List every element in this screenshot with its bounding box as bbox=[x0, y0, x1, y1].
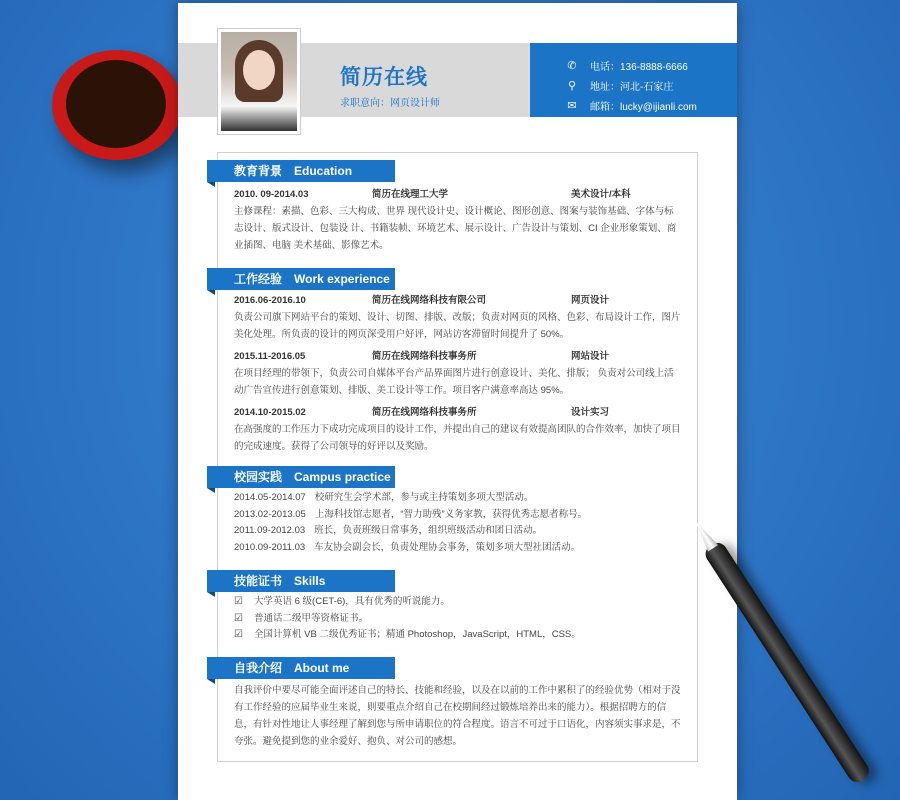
work-company: 简历在线网络科技事务所 bbox=[372, 351, 477, 362]
work-company: 简历在线网络科技事务所 bbox=[372, 407, 477, 418]
skill-text: 大学英语 6 级(CET-6)，具有优秀的听说能力。 bbox=[254, 596, 450, 607]
work-desc: 在高强度的工作压力下成功完成项目的设计工作，并提出自己的建议有效提高团队的合作效率，加快了项目的完成速度。获得了公司领导的好评以及奖励。 bbox=[234, 424, 681, 452]
coffee-cup-decoration bbox=[52, 50, 182, 160]
work-company: 简历在线网络科技有限公司 bbox=[372, 295, 487, 306]
location-icon: ⚲ bbox=[567, 79, 577, 92]
campus-date: 2013.02-2013.05 bbox=[234, 508, 306, 520]
campus-text: 上海科技馆志愿者，“智力助残”义务家教，获得优秀志愿者称号。 bbox=[314, 508, 588, 520]
skill-item bbox=[234, 627, 682, 644]
education-block bbox=[234, 186, 682, 254]
section-title-en: Work experience bbox=[294, 272, 390, 286]
work-date: 2014.10-2015.02 bbox=[234, 407, 306, 418]
work-desc: 负责公司旗下网站平台的策划、设计、切图、排版、改版；负责对网页的风格、色彩、布局设计工作，图片美化处理。所负责的设计的网页深受用户好评，网站访客滞留时间提升了 50%。 bbox=[234, 312, 681, 340]
campus-text: 车友协会副会长，负责处理协会事务，策划多项大型社团活动。 bbox=[314, 541, 581, 553]
work-role: 网页设计 bbox=[571, 295, 610, 306]
checkbox-icon: ☑ bbox=[234, 629, 243, 640]
job-intent: 求职意向：网页设计师 bbox=[340, 98, 440, 109]
work-desc: 在项目经理的带领下，负责公司自媒体平台产品界面图片进行创意设计、美化、排版； 负责对公司线上活动广告宣传进行创意策划、排版、美工设计等工作。项目客户满意率高达 95%。 bbox=[234, 368, 674, 396]
skill-item bbox=[234, 611, 682, 628]
campus-item bbox=[234, 523, 682, 540]
address-text: 地址：河北-石家庄 bbox=[590, 81, 674, 93]
campus-text: 校研究生会学术部，参与或主持策划多项大型活动。 bbox=[314, 492, 534, 503]
work-role: 设计实习 bbox=[571, 407, 610, 418]
campus-block bbox=[234, 490, 682, 556]
phone-icon: ✆ bbox=[567, 59, 577, 72]
edu-school: 简历在线理工大学 bbox=[372, 189, 449, 200]
section-education-header bbox=[207, 160, 395, 182]
edu-major: 美术设计/本科 bbox=[571, 189, 631, 200]
section-title-en: Education bbox=[294, 164, 353, 178]
section-title-cn: 自我介绍 bbox=[234, 661, 283, 675]
work-role: 网站设计 bbox=[571, 351, 610, 362]
section-title-cn: 工作经验 bbox=[234, 272, 283, 286]
skills-block bbox=[234, 594, 682, 644]
campus-date: 2010.09-2011.03 bbox=[234, 541, 306, 553]
section-skills-header bbox=[207, 570, 395, 592]
section-title-cn: 校园实践 bbox=[234, 470, 283, 484]
contact-address bbox=[566, 75, 737, 95]
section-title-en: Campus practice bbox=[294, 470, 391, 484]
checkbox-icon: ☑ bbox=[234, 612, 243, 624]
section-title-en: About me bbox=[294, 661, 350, 675]
email-text: 邮箱：lucky@ijianli.com bbox=[590, 101, 697, 113]
section-about-header bbox=[207, 657, 395, 679]
section-work-header bbox=[207, 268, 395, 290]
section-title-en: Skills bbox=[294, 574, 326, 588]
mail-icon: ✉ bbox=[567, 99, 577, 112]
section-title-cn: 教育背景 bbox=[234, 164, 283, 178]
work-item bbox=[234, 292, 682, 343]
work-date: 2016.06-2016.10 bbox=[234, 295, 306, 306]
about-text: 自我评价中要尽可能全面评述自己的特长、技能和经验，以及在以前的工作中累积了的经验优势（相对于没有工作经验的应届毕业生来说，则要重点介绍自己在校期间经过锻炼培养出来的能力）。根据招聘方的信息，有针对性地让人事经理了解到您与所申请职位的符合程度。语言不可过于口语化，内容须实事求是，不夸张。避免提到您的业余爱好、抱负、对公司的感想。 bbox=[234, 685, 681, 747]
edu-desc: 主修课程：素描、色彩、三大构成、世界 现代设计史、设计概论、图形创意、图案与装饰基础、字体与标志设计、版式设计、包装设 计、书籍装帧、环境艺术、展示设计、广告设计与策划、CI 企业形象策划、商业插图、电脑 美术基础、影像艺术。 bbox=[234, 206, 677, 251]
resume-name: 简历在线 bbox=[340, 66, 428, 89]
profile-photo bbox=[217, 28, 301, 135]
campus-date: 2011.09-2012.03 bbox=[234, 525, 306, 536]
resume-page bbox=[178, 3, 737, 800]
phone-text: 电话：136-8888-6666 bbox=[590, 61, 688, 73]
work-block bbox=[234, 292, 682, 455]
work-item bbox=[234, 348, 682, 399]
campus-item bbox=[234, 507, 682, 524]
checkbox-icon: ☑ bbox=[234, 596, 243, 607]
campus-item bbox=[234, 490, 682, 507]
edu-date: 2010. 09-2014.03 bbox=[234, 189, 309, 200]
work-item bbox=[234, 404, 682, 455]
contact-email bbox=[566, 95, 737, 115]
campus-text: 班长，负责班级日常事务，组织班级活动和团日活动。 bbox=[314, 525, 543, 536]
contact-phone bbox=[566, 55, 737, 75]
campus-date: 2014.05-2014.07 bbox=[234, 492, 306, 503]
section-title-cn: 技能证书 bbox=[234, 574, 283, 588]
section-campus-header bbox=[207, 466, 395, 488]
contact-panel bbox=[530, 43, 737, 117]
work-date: 2015.11-2016.05 bbox=[234, 351, 306, 362]
skill-text: 全国计算机 VB 二级优秀证书；精通 Photoshop，JavaScript，HTML，CSS。 bbox=[254, 629, 581, 640]
skill-text: 普通话二级甲等资格证书。 bbox=[254, 612, 369, 624]
skill-item bbox=[234, 594, 682, 611]
campus-item bbox=[234, 540, 682, 557]
